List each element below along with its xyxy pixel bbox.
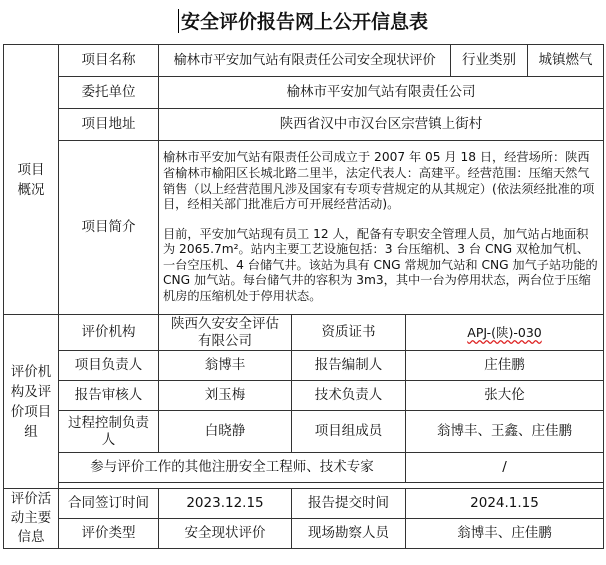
cert-value [406,315,604,351]
intro-label: 项目简介 [59,141,159,315]
project-name-label: 项目名称 [59,45,159,77]
page-title-text: 安全评价报告网上公开信息表 [180,11,428,33]
page-title [0,0,606,44]
org-value [159,315,292,351]
submit-label: 报告提交时间 [292,489,406,519]
org-label: 评价机构 [59,315,159,351]
reviewer-value: 刘玉梅 [159,381,292,411]
team-group-label [4,315,59,489]
cert-label: 资质证书 [292,315,406,351]
project-name-value: 榆林市平安加气站有限责任公司安全现状评价 [159,45,451,77]
other-experts-label: 参与评价工作的其他注册安全工程师、技术专家 [59,453,406,483]
cert-text: APJ-(陕)-030 [467,325,542,340]
other-experts-value: / [406,453,604,483]
intro-paragraph-1: 榆林市平安加气站有限责任公司成立于 2007 年 05 月 18 日，经营场所：陕西省榆林市榆阳区长城北路二里半，法定代表人：高建平。经营范围：压缩天然气销售（以上经营范围凡涉及国家有专项专营规定的从其规定）(依法须经批准的项目，经相关部门批准后方可开展经营活动)。 [163,150,595,212]
type-value: 安全现状评价 [159,519,292,549]
client-label: 委托单位 [59,77,159,109]
process-label: 过程控制负责人 [59,411,159,453]
tech-value: 张大伦 [406,381,604,411]
compiler-label: 报告编制人 [292,351,406,381]
address-label: 项目地址 [59,109,159,141]
overview-group-label [4,45,59,315]
industry-label: 行业类别 [451,45,528,77]
activity-group-label [4,489,59,549]
leader-label: 项目负责人 [59,351,159,381]
type-label: 评价类型 [59,519,159,549]
contract-label: 合同签订时间 [59,489,159,519]
intro-value [159,141,604,315]
text-cursor [178,9,179,33]
team-group-text: 评价机构及评价项目组 [10,363,52,440]
process-value: 白晓静 [159,411,292,453]
address-value: 陕西省汉中市汉台区宗营镇上街村 [159,109,604,141]
members-value: 翁博丰、王鑫、庄佳鹏 [406,411,604,453]
submit-value: 2024.1.15 [406,489,604,519]
tech-label: 技术负责人 [292,381,406,411]
org-text: 陕西久安安全评估有限公司 [171,315,279,349]
reviewer-label: 报告审核人 [59,381,159,411]
survey-label: 现场勘察人员 [292,519,406,549]
survey-value: 翁博丰、庄佳鹏 [406,519,604,549]
industry-value: 城镇燃气 [528,45,604,77]
contract-value: 2023.12.15 [159,489,292,519]
compiler-value: 庄佳鹏 [406,351,604,381]
activity-group-text: 评价活动主要信息 [10,491,52,545]
info-table [3,44,604,549]
intro-paragraph-2: 目前，平安加气站现有员工 12 人，配备有专职安全管理人员，加气站占地面积为 2065.7m²。站内主要工艺设施包括：3 台压缩机、3 台 CNG 双枪加气机、一台空压机、4 台储气井。该站为具有 CNG 常规加气站和 CNG 加气子站功能的 CNG 加气站。每台储气井的容积为 3m3，其中一台为停用状态，两台位于压缩机房的压缩机处于停用状态。 [163,226,598,304]
client-value: 榆林市平安加气站有限责任公司 [159,77,604,109]
overview-group-text: 项目概况 [17,161,45,198]
members-label: 项目组成员 [292,411,406,453]
leader-value: 翁博丰 [159,351,292,381]
